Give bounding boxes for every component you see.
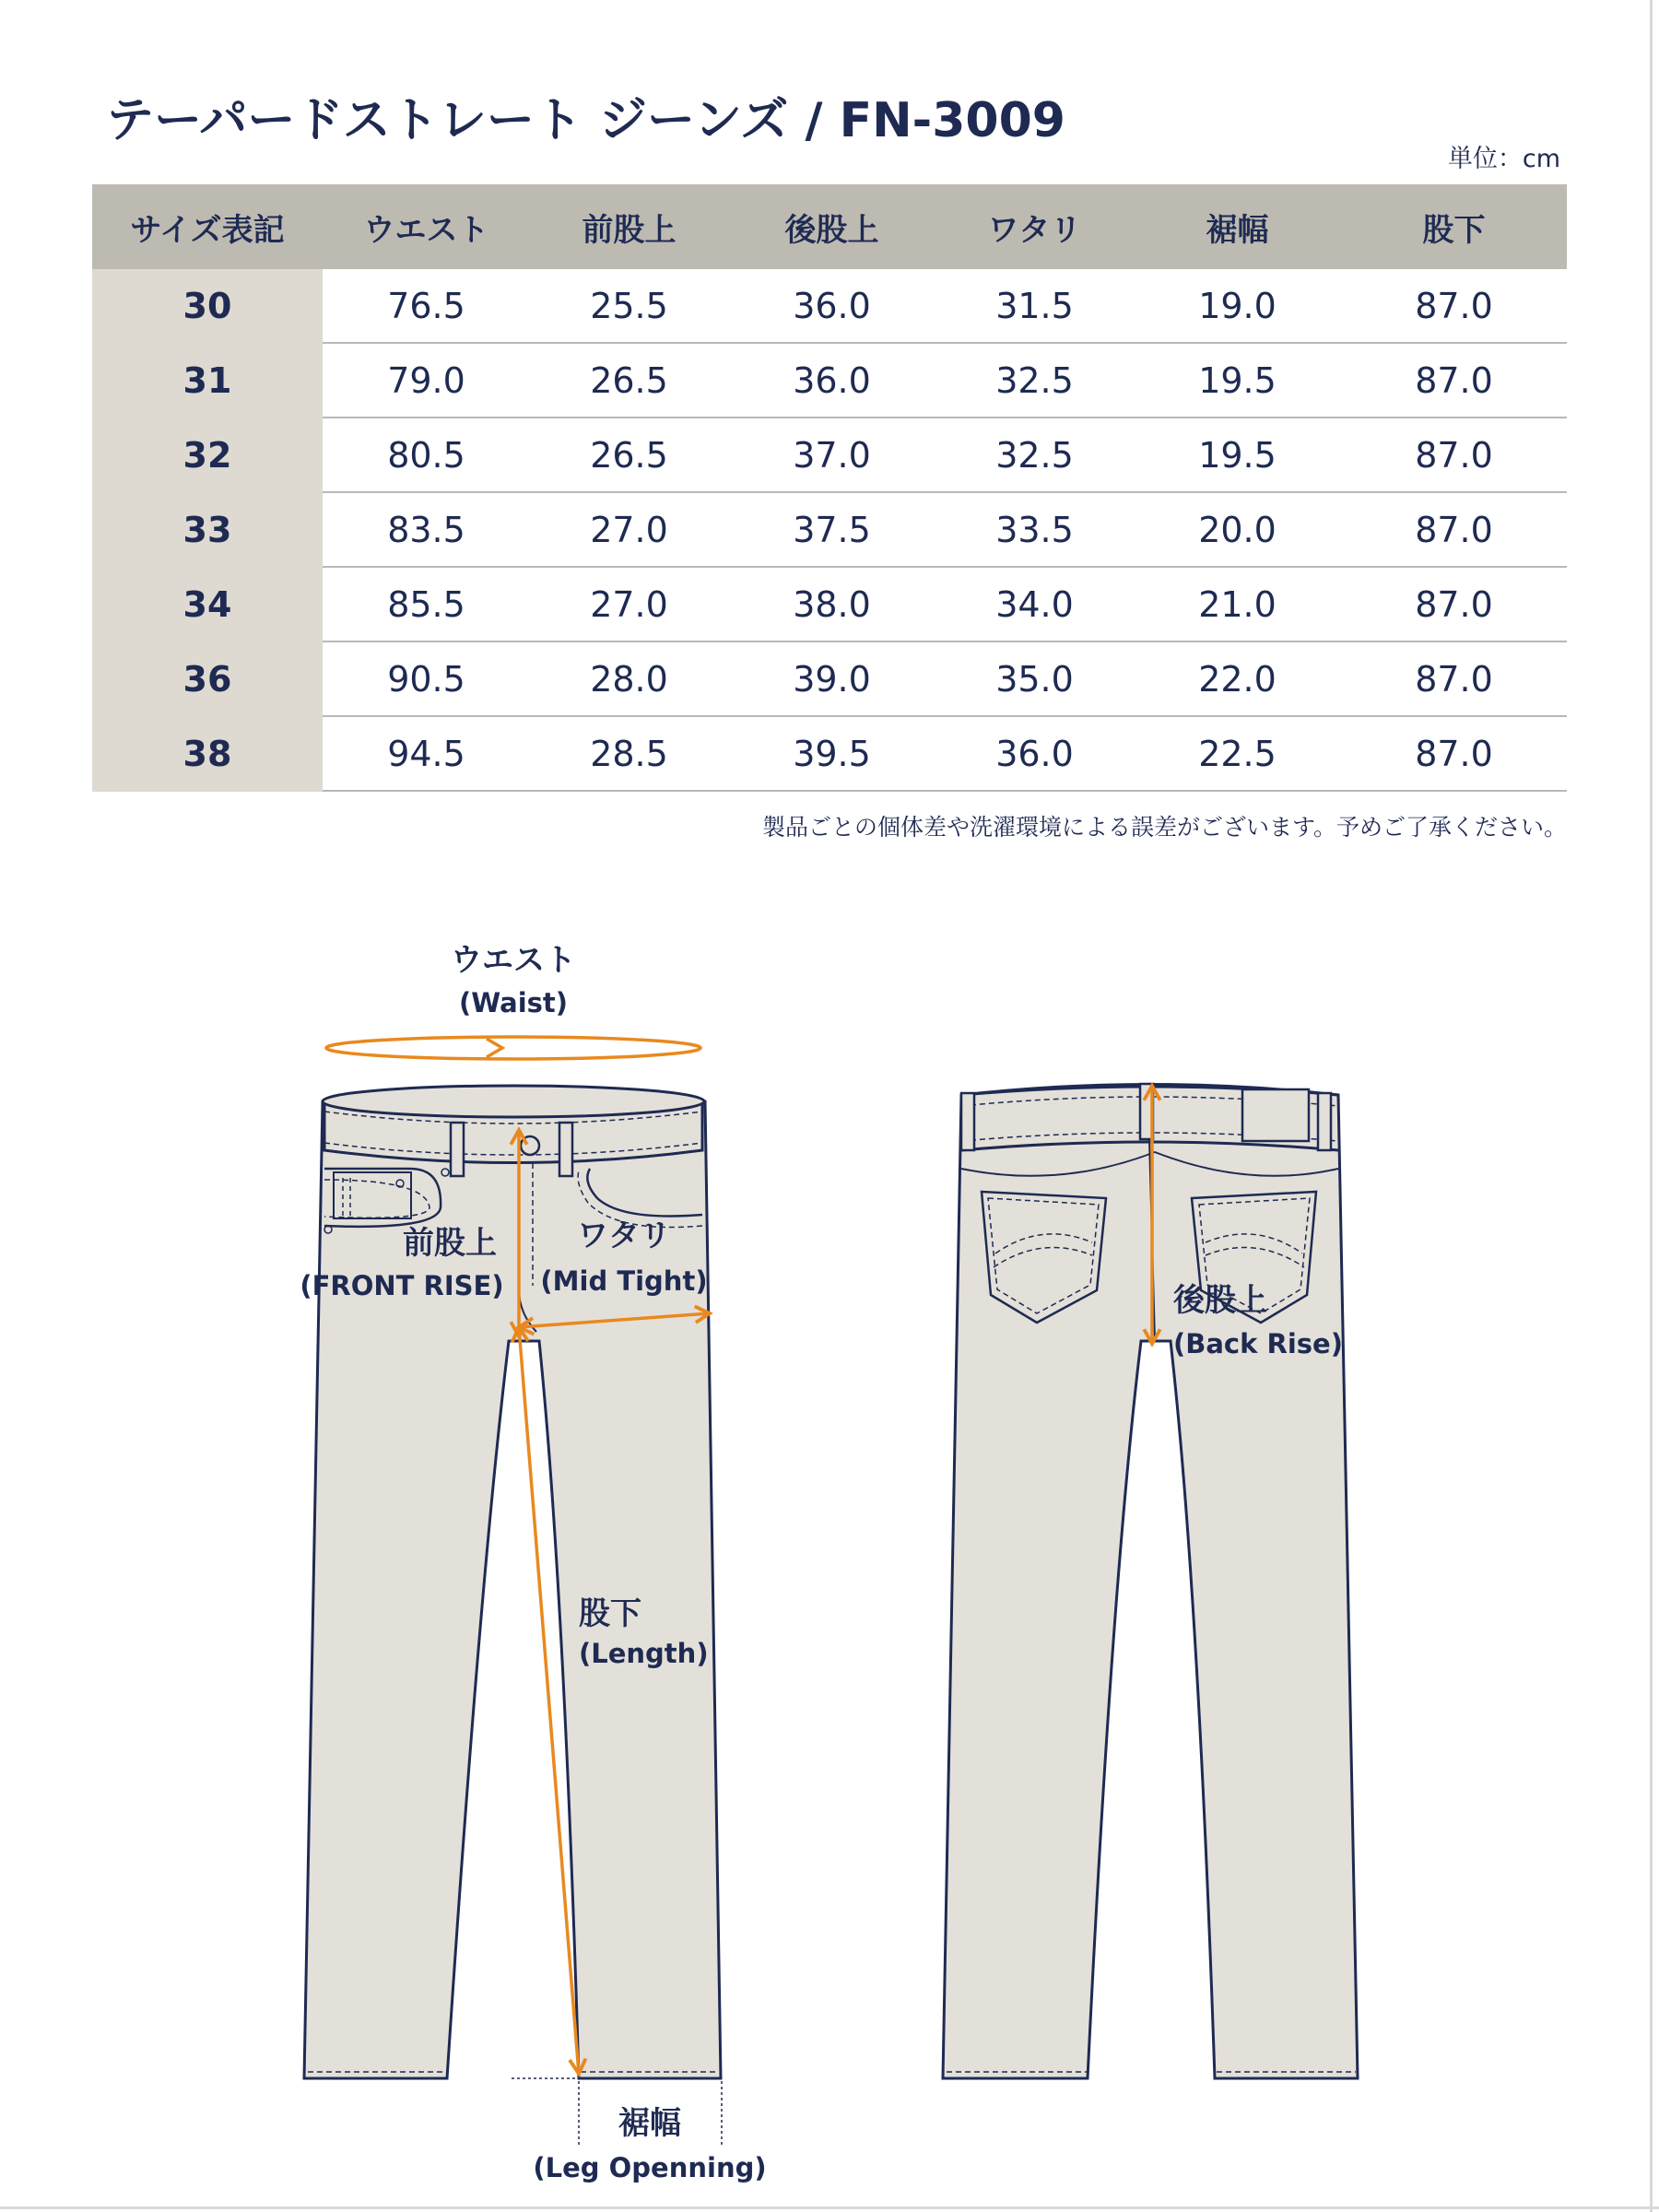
measurement-cell: 83.5 [323,492,530,567]
measurement-cell: 19.0 [1134,269,1341,343]
table-row [92,567,1567,641]
measurement-cell: 87.0 [1341,716,1567,791]
size-cell: 36 [92,641,323,716]
measurement-cell: 33.5 [935,492,1134,567]
measurement-cell: 28.5 [530,716,728,791]
column-header: ワタリ [935,184,1134,269]
table-row [92,269,1567,343]
column-header: 前股上 [530,184,728,269]
table-row [92,492,1567,567]
size-cell: 31 [92,343,323,418]
measurement-cell: 87.0 [1341,343,1567,418]
leg-opening-label-jp: 裾幅 [618,2105,681,2142]
mid-thigh-label-jp: ワタリ [577,1218,671,1254]
length-label-en: (Length) [579,1638,709,1669]
measurement-cell: 36.0 [935,716,1134,791]
back-rise-label-en: (Back Rise) [1173,1328,1343,1359]
measurement-cell: 36.0 [728,343,935,418]
measurement-cell: 21.0 [1134,567,1341,641]
waist-label-jp: ウエスト [451,942,576,979]
column-header: 裾幅 [1134,184,1341,269]
leg-opening-label-en: (Leg Openning) [533,2152,767,2183]
back-jeans-drawing [943,1084,1358,2078]
measurement-cell: 27.0 [530,567,728,641]
measurement-cell: 32.5 [935,343,1134,418]
product-title: テーパードストレート ジーンズ / FN-3009 [106,93,1065,148]
measurement-cell: 39.5 [728,716,935,791]
column-header: 後股上 [728,184,935,269]
measurement-cell: 32.5 [935,418,1134,492]
measurement-cell: 19.5 [1134,418,1341,492]
measurement-cell: 87.0 [1341,418,1567,492]
waist-label-en: (Waist) [458,987,569,1018]
measurement-cell: 25.5 [530,269,728,343]
size-cell: 38 [92,716,323,791]
measurement-cell: 87.0 [1341,567,1567,641]
measurement-cell: 76.5 [323,269,530,343]
mid-thigh-label-en: (Mid Tight) [540,1265,708,1297]
front-rise-label-jp: 前股上 [403,1225,497,1262]
table-row [92,716,1567,791]
disclaimer-note: 製品ごとの個体差や洗濯環境による誤差がございます。予めご了承ください。 [761,814,1567,841]
measurement-cell: 28.0 [530,641,728,716]
measurement-cell: 80.5 [323,418,530,492]
measurement-cell: 26.5 [530,343,728,418]
table-header-row [92,184,1567,269]
measurement-cell: 20.0 [1134,492,1341,567]
measurement-cell: 39.0 [728,641,935,716]
leg-opening-guides [512,2078,722,2147]
table-row [92,343,1567,418]
page-edge-bottom [0,2206,1659,2209]
unit-label: 単位：cm [1447,145,1560,173]
table-row [92,641,1567,716]
measurement-cell: 19.5 [1134,343,1341,418]
size-cell: 30 [92,269,323,343]
measurement-cell: 87.0 [1341,492,1567,567]
measurement-cell: 27.0 [530,492,728,567]
measurement-cell: 79.0 [323,343,530,418]
column-header: ウエスト [323,184,530,269]
measurement-cell: 26.5 [530,418,728,492]
column-header: 股下 [1341,184,1567,269]
size-cell: 34 [92,567,323,641]
measurement-cell: 37.0 [728,418,935,492]
measurement-cell: 35.0 [935,641,1134,716]
measurement-diagram [0,885,1659,2194]
column-header: サイズ表記 [92,184,323,269]
size-table [92,184,1567,792]
measurement-cell: 22.0 [1134,641,1341,716]
measurement-cell: 37.5 [728,492,935,567]
waist-arrow [326,1037,700,1059]
front-rise-label-en: (FRONT RISE) [300,1270,504,1301]
measurement-cell: 87.0 [1341,269,1567,343]
measurement-cell: 90.5 [323,641,530,716]
measurement-cell: 85.5 [323,567,530,641]
measurement-cell: 38.0 [728,567,935,641]
measurement-cell: 94.5 [323,716,530,791]
size-cell: 33 [92,492,323,567]
back-rise-label-jp: 後股上 [1173,1282,1267,1319]
measurement-cell: 34.0 [935,567,1134,641]
measurement-cell: 36.0 [728,269,935,343]
length-label-jp: 股下 [579,1595,641,1632]
measurement-cell: 31.5 [935,269,1134,343]
table-row [92,418,1567,492]
measurement-cell: 87.0 [1341,641,1567,716]
measurement-cell: 22.5 [1134,716,1341,791]
waist-arrowhead [487,1039,502,1057]
size-cell: 32 [92,418,323,492]
